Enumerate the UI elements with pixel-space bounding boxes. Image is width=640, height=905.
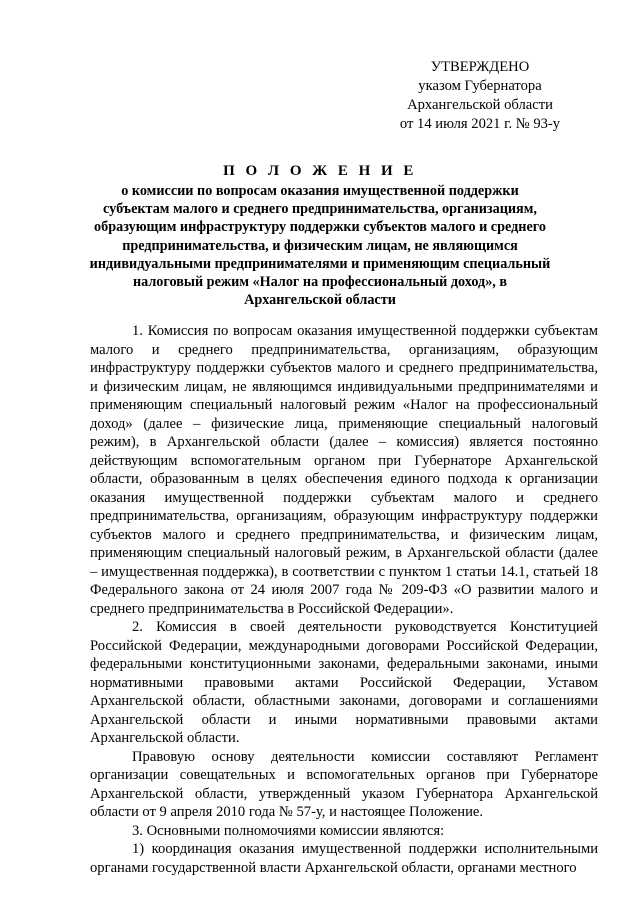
approval-authority: указом Губернатора bbox=[418, 78, 542, 94]
paragraph-item-3: 3. Основными полномочиями комиссии являются: bbox=[132, 822, 445, 839]
document-body bbox=[90, 322, 598, 877]
document-subtitle: о комиссии по вопросам оказания имущественной поддержки субъектам малого и среднего предпринимательства, организациям, образующим инфраструктуру поддержки субъектов малого и среднего предпринимательства, и физическим лицам, не являющимся индивидуальными предпринимателями и применяющим специальный налоговый режим «Налог на профессиональный доход», в Архангельской области bbox=[89, 183, 551, 309]
paragraph-legal-basis: Правовую основу деятельности комиссии составляют Регламент организации совещательных и вспомогательных органов при Губернаторе Архангельской области, утвержденный указом Губернатора Архангельской области от 9 апреля 2010 года № 57-у, и настоящее Положение. bbox=[90, 748, 598, 820]
paragraph-item-1: 1. Комиссия по вопросам оказания имущественной поддержки субъектам малого и среднего предпринимательства, организациям, образующим инфраструктуру поддержки субъектов малого и среднего предпринимательства, и физическим лицам, не являющимся индивидуальными предпринимателями и применяющим специальный налоговый режим «Налог на профессиональный доход» (далее – физические лица, применяющие специальный налоговый режим), в Архангельской области (далее – комиссия) является постоянно действующим вспомогательным органом при Губернаторе Архангельской области, образованным в целях обеспечения единого подхода к организации оказания имущественной поддержки субъектам малого и среднего предпринимательства, организациям, образующим инфраструктуру поддержки субъектов малого и среднего предпринимательства, и физическим лицам, применяющим специальный налоговый режим, в Архангельской области (далее – имущественная поддержка), в соответствии с пунктом 1 статьи 14.1, статьей 18 Федерального закона от 24 июля 2007 года № 209-ФЗ «О развитии малого и среднего предпринимательства в Российской Федерации». bbox=[90, 323, 598, 617]
approval-date-number: от 14 июля 2021 г. № 93-у bbox=[399, 116, 561, 132]
approval-status: УТВЕРЖДЕНО bbox=[430, 59, 530, 75]
paragraph-item-2: 2. Комиссия в своей деятельности руководствуется Конституцией Российской Федерации, международными договорами Российской Федерации, федеральными конституционными законами, федеральными законами, иными нормативными правовыми актами Российской Федерации, Уставом Архангельской области, областными законами, договорами и соглашениями Архангельской области и иными нормативными правовыми актами Архангельской области. bbox=[90, 619, 598, 746]
paragraph-item-3-1: 1) координация оказания имущественной поддержки исполнительными органами государственной власти Архангельской области, органами местного bbox=[90, 841, 598, 876]
document-heading bbox=[88, 161, 552, 309]
approval-stamp bbox=[380, 58, 580, 134]
approval-region: Архангельской области bbox=[407, 97, 553, 113]
document-title: П О Л О Ж Е Н И Е bbox=[223, 163, 417, 179]
